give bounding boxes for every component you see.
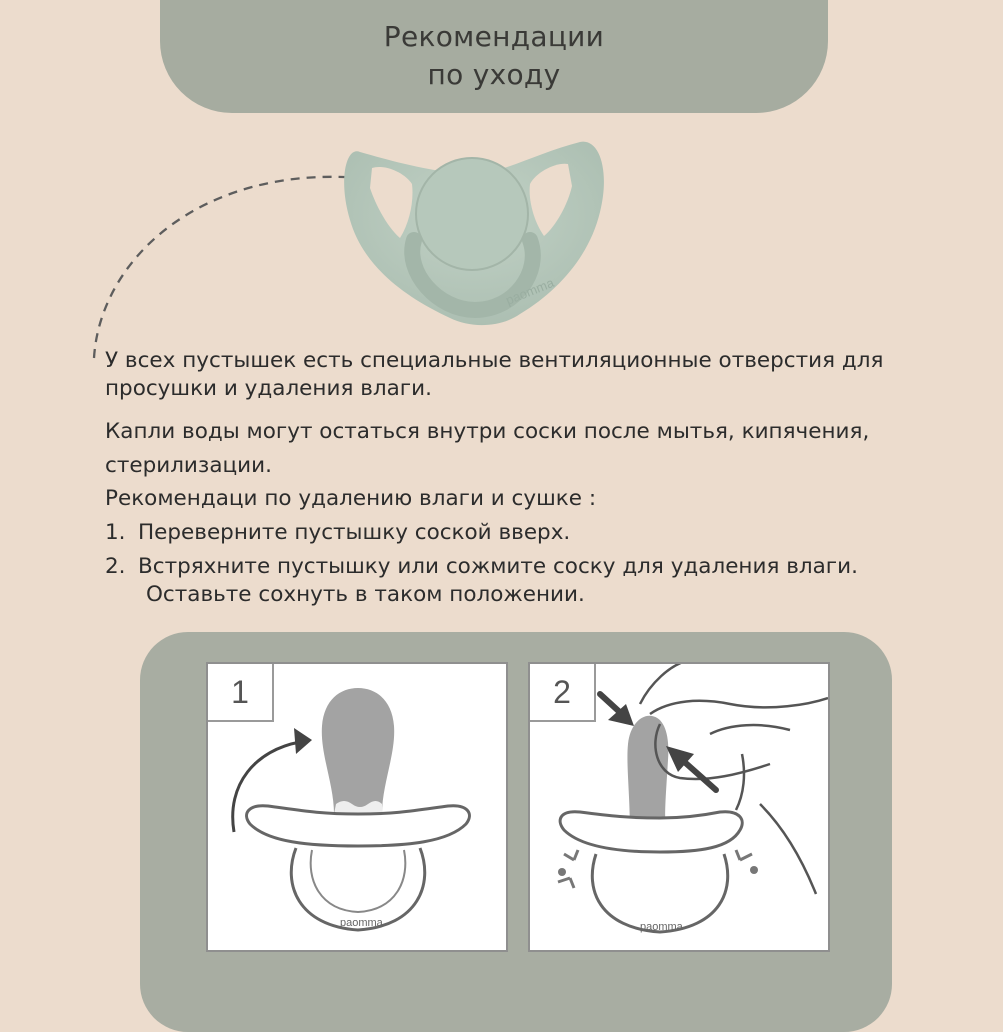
step-2 [105, 553, 985, 609]
nipple-shape [322, 688, 394, 814]
pacifier-shield-outline [560, 812, 742, 852]
step-continuation: Оставьте сохнуть в таком положении. [146, 582, 585, 607]
step-number: 2. [105, 554, 126, 579]
step-1 [105, 519, 985, 547]
drying-intro: Рекомендаци по удалению влаги и сушке : [105, 486, 597, 511]
illustration-label: 1 [208, 664, 274, 722]
water-drops-paragraph: Капли воды могут остаться внутри соски после мытья, кипячения, стерилизации. [105, 419, 870, 478]
care-instructions [105, 347, 985, 609]
water-drops [558, 850, 752, 888]
step-text: Переверните пустышку соской вверх. [138, 520, 571, 545]
step-number: 1. [105, 520, 126, 545]
illustration-step-1 [206, 662, 508, 952]
illustration-brand: paomma [340, 917, 383, 929]
step-text: Встряхните пустышку или сожмите соску для удаления влаги. [138, 554, 858, 579]
header-title-line-2: по уходу [427, 57, 561, 91]
pacifier-button [416, 158, 528, 270]
header-tab [160, 0, 828, 113]
illustration-step-2 [528, 662, 830, 952]
pacifier-image [330, 122, 620, 342]
illustration-panel [140, 632, 892, 1032]
finger-outline [650, 698, 828, 714]
ventilation-paragraph: У всех пустышек есть специальные вентиляционные отверстия для просушки и удаления влаги. [105, 348, 884, 401]
pacifier-brand: paomma [503, 274, 557, 308]
illustration-brand: paomma [640, 921, 683, 933]
illustration-label: 2 [530, 664, 596, 722]
header-title-line-1: Рекомендации [383, 19, 605, 53]
